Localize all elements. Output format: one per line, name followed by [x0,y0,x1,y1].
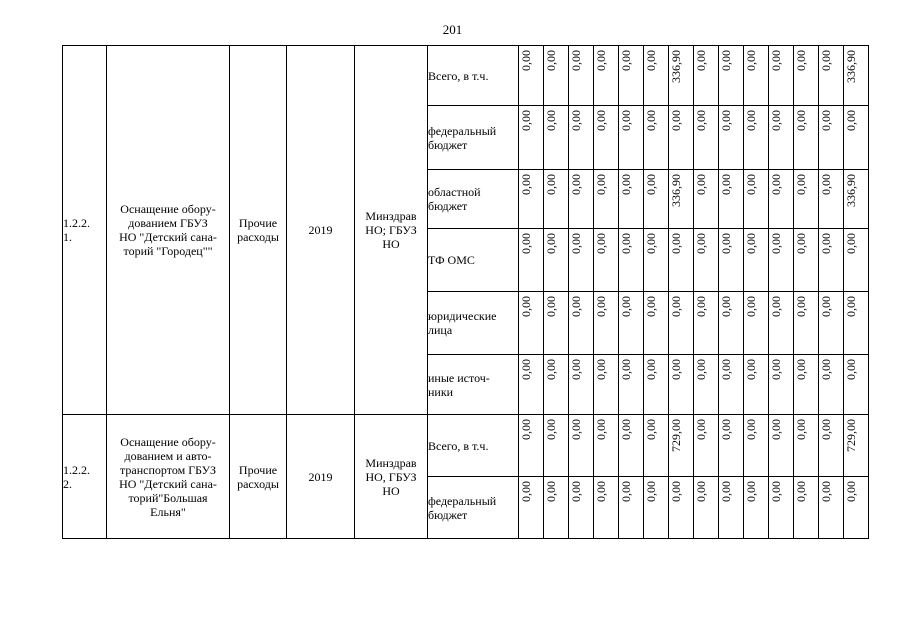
value-cell [669,292,694,355]
value-text: 0,00 [619,481,633,502]
value-cell [819,170,844,229]
value-text: 0,00 [844,110,858,131]
value-cell [619,415,644,477]
value-cell [694,106,719,170]
value-cell [769,106,794,170]
value-cell [519,415,544,477]
value-text: 0,00 [769,296,783,317]
value-text: 0,00 [794,419,808,440]
value-text: 0,00 [519,174,533,195]
value-cell [769,415,794,477]
value-cell [644,292,669,355]
value-cell [694,46,719,106]
value-cell [719,355,744,415]
value-text: 0,00 [694,174,708,195]
value-text: 0,00 [594,419,608,440]
value-text: 0,00 [819,481,833,502]
value-cell [669,415,694,477]
value-text: 0,00 [719,174,733,195]
value-text: 0,00 [719,359,733,380]
value-text: 0,00 [694,233,708,254]
value-cell [769,292,794,355]
value-cell [619,477,644,539]
value-text: 0,00 [744,233,758,254]
value-cell [519,106,544,170]
value-text: 0,00 [569,110,583,131]
value-cell [744,46,769,106]
value-text: 0,00 [819,419,833,440]
value-cell [794,355,819,415]
value-text: 0,00 [719,419,733,440]
value-cell [519,355,544,415]
value-cell [519,170,544,229]
value-cell [719,46,744,106]
value-text: 0,00 [644,481,658,502]
value-text: 0,00 [594,50,608,71]
value-text: 0,00 [694,50,708,71]
value-text: 336,90 [669,174,683,207]
value-cell [694,415,719,477]
value-cell [794,170,819,229]
value-cell [744,292,769,355]
value-text: 0,00 [544,174,558,195]
page-number: 201 [442,22,463,37]
value-cell [569,355,594,415]
value-cell [794,106,819,170]
value-cell [519,477,544,539]
value-text: 0,00 [819,296,833,317]
value-text: 0,00 [819,174,833,195]
value-text: 0,00 [744,481,758,502]
value-text: 0,00 [694,296,708,317]
value-cell [744,415,769,477]
value-cell [544,229,569,292]
value-cell [719,292,744,355]
item-year: 2019 [287,415,355,539]
value-cell [669,229,694,292]
value-text: 0,00 [719,296,733,317]
value-cell [669,477,694,539]
value-text: 336,90 [844,50,858,83]
value-cell [644,229,669,292]
value-text: 0,00 [744,50,758,71]
value-text: 0,00 [519,419,533,440]
value-text: 0,00 [594,359,608,380]
value-cell [819,355,844,415]
value-cell [644,477,669,539]
value-cell [844,106,869,170]
value-text: 0,00 [769,50,783,71]
value-cell [844,355,869,415]
value-text: 0,00 [769,233,783,254]
value-text: 0,00 [544,110,558,131]
value-text: 0,00 [844,481,858,502]
value-cell [844,170,869,229]
value-cell [519,46,544,106]
value-text: 0,00 [744,110,758,131]
value-cell [769,170,794,229]
value-text: 0,00 [744,359,758,380]
item-code: 1.2.2. 2. [63,415,107,539]
value-cell [694,355,719,415]
value-cell [644,415,669,477]
value-text: 0,00 [619,419,633,440]
value-text: 0,00 [519,359,533,380]
value-text: 0,00 [644,174,658,195]
item-name: Оснащение обору- дованием и авто- транспортом ГБУЗ НО "Детский сана- торий"Большая Ельня" [107,415,230,539]
budget-table [62,45,869,539]
value-cell [544,106,569,170]
value-text: 0,00 [519,296,533,317]
value-cell [594,229,619,292]
value-cell [619,355,644,415]
value-cell [769,477,794,539]
value-text: 729,00 [844,419,858,452]
value-cell [544,355,569,415]
value-text: 0,00 [644,419,658,440]
value-cell [644,355,669,415]
value-text: 0,00 [669,233,683,254]
value-text: 0,00 [669,296,683,317]
value-cell [619,229,644,292]
value-cell [719,106,744,170]
value-text: 0,00 [769,419,783,440]
value-text: 0,00 [819,50,833,71]
value-text: 336,90 [669,50,683,83]
value-cell [744,229,769,292]
value-cell [769,46,794,106]
value-cell [744,106,769,170]
value-cell [594,46,619,106]
value-cell [844,415,869,477]
value-cell [569,477,594,539]
value-cell [544,46,569,106]
value-text: 0,00 [544,233,558,254]
value-text: 0,00 [594,233,608,254]
value-text: 0,00 [794,233,808,254]
value-cell [819,477,844,539]
value-text: 729,00 [669,419,683,452]
value-cell [794,229,819,292]
value-text: 0,00 [794,50,808,71]
value-cell [694,477,719,539]
value-cell [544,477,569,539]
value-text: 0,00 [694,110,708,131]
value-cell [719,170,744,229]
value-cell [644,170,669,229]
value-cell [519,229,544,292]
value-cell [569,106,594,170]
value-cell [544,292,569,355]
value-cell [619,170,644,229]
value-text: 0,00 [769,110,783,131]
value-cell [569,229,594,292]
funding-source: областной бюджет [428,170,519,229]
value-text: 0,00 [819,110,833,131]
value-cell [744,477,769,539]
value-text: 0,00 [569,419,583,440]
funding-source: Всего, в т.ч. [428,415,519,477]
value-cell [619,292,644,355]
value-cell [669,46,694,106]
value-text: 0,00 [744,174,758,195]
value-cell [519,292,544,355]
value-text: 0,00 [619,50,633,71]
value-text: 0,00 [594,296,608,317]
table-row [63,46,869,106]
value-cell [844,46,869,106]
value-text: 0,00 [694,419,708,440]
value-text: 0,00 [619,233,633,254]
value-text: 0,00 [694,359,708,380]
value-cell [794,46,819,106]
value-text: 0,00 [594,110,608,131]
value-cell [594,355,619,415]
value-text: 0,00 [644,233,658,254]
value-text: 0,00 [844,296,858,317]
value-text: 0,00 [719,233,733,254]
value-text: 0,00 [569,174,583,195]
value-text: 0,00 [794,481,808,502]
value-cell [719,477,744,539]
value-cell [819,46,844,106]
value-cell [694,170,719,229]
value-text: 0,00 [544,296,558,317]
value-cell [719,229,744,292]
value-cell [844,477,869,539]
value-text: 0,00 [544,481,558,502]
value-text: 0,00 [519,233,533,254]
value-text: 0,00 [669,110,683,131]
value-text: 0,00 [694,481,708,502]
value-cell [844,229,869,292]
value-cell [819,292,844,355]
item-year: 2019 [287,46,355,415]
item-executor: Минздрав НО, ГБУЗ НО [355,415,428,539]
value-cell [569,46,594,106]
funding-source: иные источ- ники [428,355,519,415]
value-text: 0,00 [794,359,808,380]
value-cell [594,106,619,170]
value-text: 0,00 [519,481,533,502]
value-cell [819,415,844,477]
item-executor: Минздрав НО; ГБУЗ НО [355,46,428,415]
value-text: 0,00 [569,481,583,502]
value-text: 0,00 [769,481,783,502]
value-cell [744,170,769,229]
value-cell [594,292,619,355]
value-text: 0,00 [819,359,833,380]
value-text: 0,00 [569,359,583,380]
value-cell [819,106,844,170]
value-text: 0,00 [794,296,808,317]
value-text: 0,00 [669,359,683,380]
value-cell [794,415,819,477]
value-text: 0,00 [719,481,733,502]
table-row [63,415,869,477]
value-text: 0,00 [719,110,733,131]
value-cell [769,355,794,415]
funding-source: ТФ ОМС [428,229,519,292]
value-text: 0,00 [744,296,758,317]
value-cell [844,292,869,355]
value-text: 0,00 [544,50,558,71]
value-cell [594,415,619,477]
value-cell [744,355,769,415]
value-text: 0,00 [769,359,783,380]
value-text: 0,00 [769,174,783,195]
value-cell [569,292,594,355]
value-cell [619,106,644,170]
value-text: 0,00 [644,50,658,71]
value-text: 0,00 [844,359,858,380]
value-cell [644,46,669,106]
value-cell [719,415,744,477]
value-text: 0,00 [594,481,608,502]
value-text: 0,00 [519,110,533,131]
value-text: 336,90 [844,174,858,207]
value-cell [594,477,619,539]
value-text: 0,00 [519,50,533,71]
value-cell [669,106,694,170]
value-text: 0,00 [644,110,658,131]
value-text: 0,00 [619,174,633,195]
value-text: 0,00 [619,359,633,380]
funding-source: федеральный бюджет [428,106,519,170]
value-text: 0,00 [569,50,583,71]
value-cell [794,292,819,355]
value-cell [544,170,569,229]
expense-type: Прочие расходы [230,415,287,539]
value-cell [669,355,694,415]
value-cell [619,46,644,106]
value-cell [694,229,719,292]
value-text: 0,00 [644,296,658,317]
value-text: 0,00 [544,359,558,380]
value-text: 0,00 [669,481,683,502]
value-cell [669,170,694,229]
value-text: 0,00 [794,174,808,195]
value-text: 0,00 [619,110,633,131]
value-cell [794,477,819,539]
value-text: 0,00 [844,233,858,254]
value-cell [819,229,844,292]
funding-source: юридические лица [428,292,519,355]
value-text: 0,00 [569,296,583,317]
value-text: 0,00 [744,419,758,440]
value-cell [694,292,719,355]
item-name: Оснащение обору- дованием ГБУЗ НО "Детский сана- торий "Городец"" [107,46,230,415]
value-text: 0,00 [819,233,833,254]
item-code: 1.2.2. 1. [63,46,107,415]
value-cell [569,170,594,229]
value-text: 0,00 [569,233,583,254]
value-text: 0,00 [644,359,658,380]
value-text: 0,00 [594,174,608,195]
funding-source: Всего, в т.ч. [428,46,519,106]
value-cell [594,170,619,229]
funding-source: федеральный бюджет [428,477,519,539]
value-text: 0,00 [794,110,808,131]
value-text: 0,00 [719,50,733,71]
value-cell [544,415,569,477]
value-text: 0,00 [619,296,633,317]
value-text: 0,00 [544,419,558,440]
expense-type: Прочие расходы [230,46,287,415]
value-cell [644,106,669,170]
value-cell [769,229,794,292]
value-cell [569,415,594,477]
